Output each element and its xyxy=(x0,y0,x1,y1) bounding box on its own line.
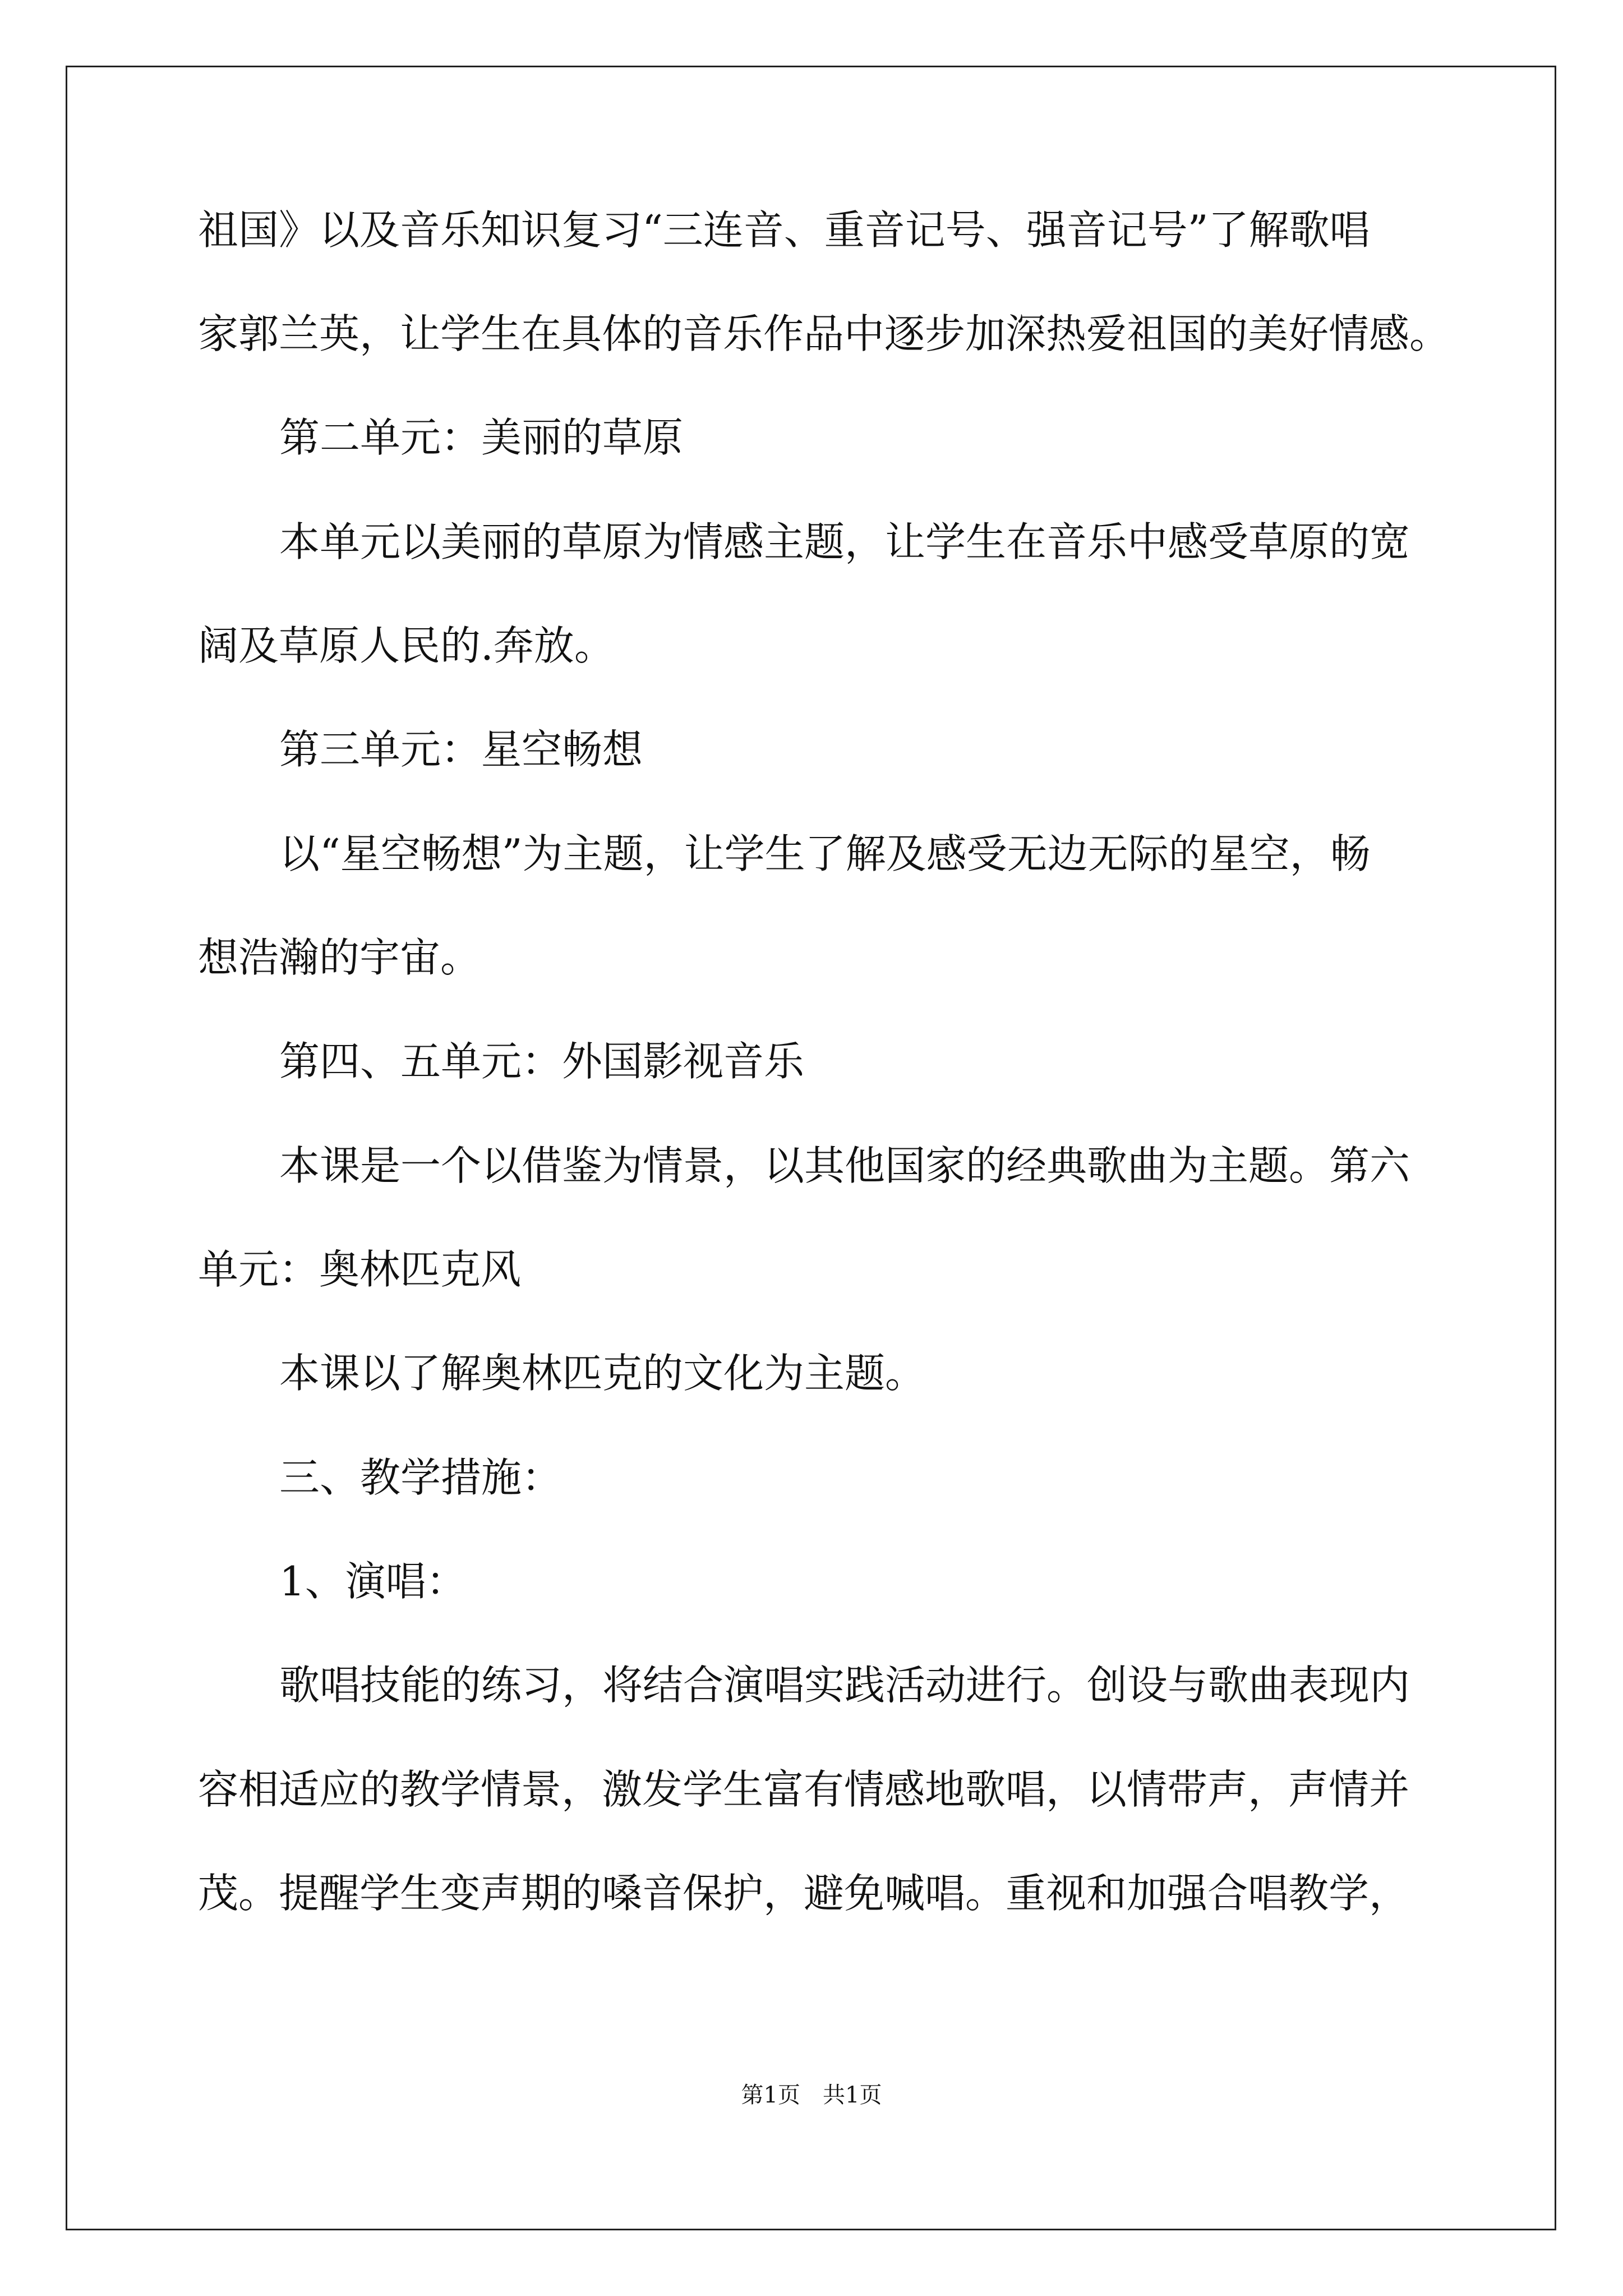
section-heading: 第四、五单元：外国影视音乐 xyxy=(279,1038,805,1085)
section-heading: 第二单元：美丽的草原 xyxy=(279,414,684,461)
page-number: 第1页 xyxy=(741,2082,800,2108)
text-line: 以“星空畅想”为主题，让学生了解及感受无边无际的星空，畅 xyxy=(279,830,1371,877)
page-footer xyxy=(0,2081,1623,2109)
text-line: 本课以了解奥林匹克的文化为主题。 xyxy=(279,1350,926,1397)
text-line: 阔及草原人民的.奔放。 xyxy=(198,622,615,669)
subsection-heading: 1、演唱： xyxy=(279,1558,467,1605)
section-heading: 三、教学措施： xyxy=(279,1454,562,1501)
section-heading: 第三单元：星空畅想 xyxy=(279,726,643,773)
text-line: 容相适应的教学情景，激发学生富有情感地歌唱，以情带声，声情并 xyxy=(198,1766,1410,1813)
text-line: 茂。提醒学生变声期的嗓音保护，避免喊唱。重视和加强合唱教学， xyxy=(198,1870,1410,1917)
page-total: 共1页 xyxy=(823,2082,882,2108)
text-line: 本单元以美丽的草原为情感主题，让学生在音乐中感受草原的宽 xyxy=(279,518,1410,565)
text-line: 祖国》以及音乐知识复习“三连音、重音记号、强音记号”了解歌唱 xyxy=(198,206,1370,254)
text-line: 本课是一个以借鉴为情景，以其他国家的经典歌曲为主题。第六 xyxy=(279,1142,1410,1189)
text-line: 想浩瀚的宇宙。 xyxy=(198,934,481,981)
text-line: 单元：奥林匹克风 xyxy=(198,1246,522,1293)
text-line: 歌唱技能的练习，将结合演唱实践活动进行。创设与歌曲表现内 xyxy=(279,1662,1410,1709)
text-line: 家郭兰英，让学生在具体的音乐作品中逐步加深热爱祖国的美好情感。 xyxy=(198,310,1450,357)
